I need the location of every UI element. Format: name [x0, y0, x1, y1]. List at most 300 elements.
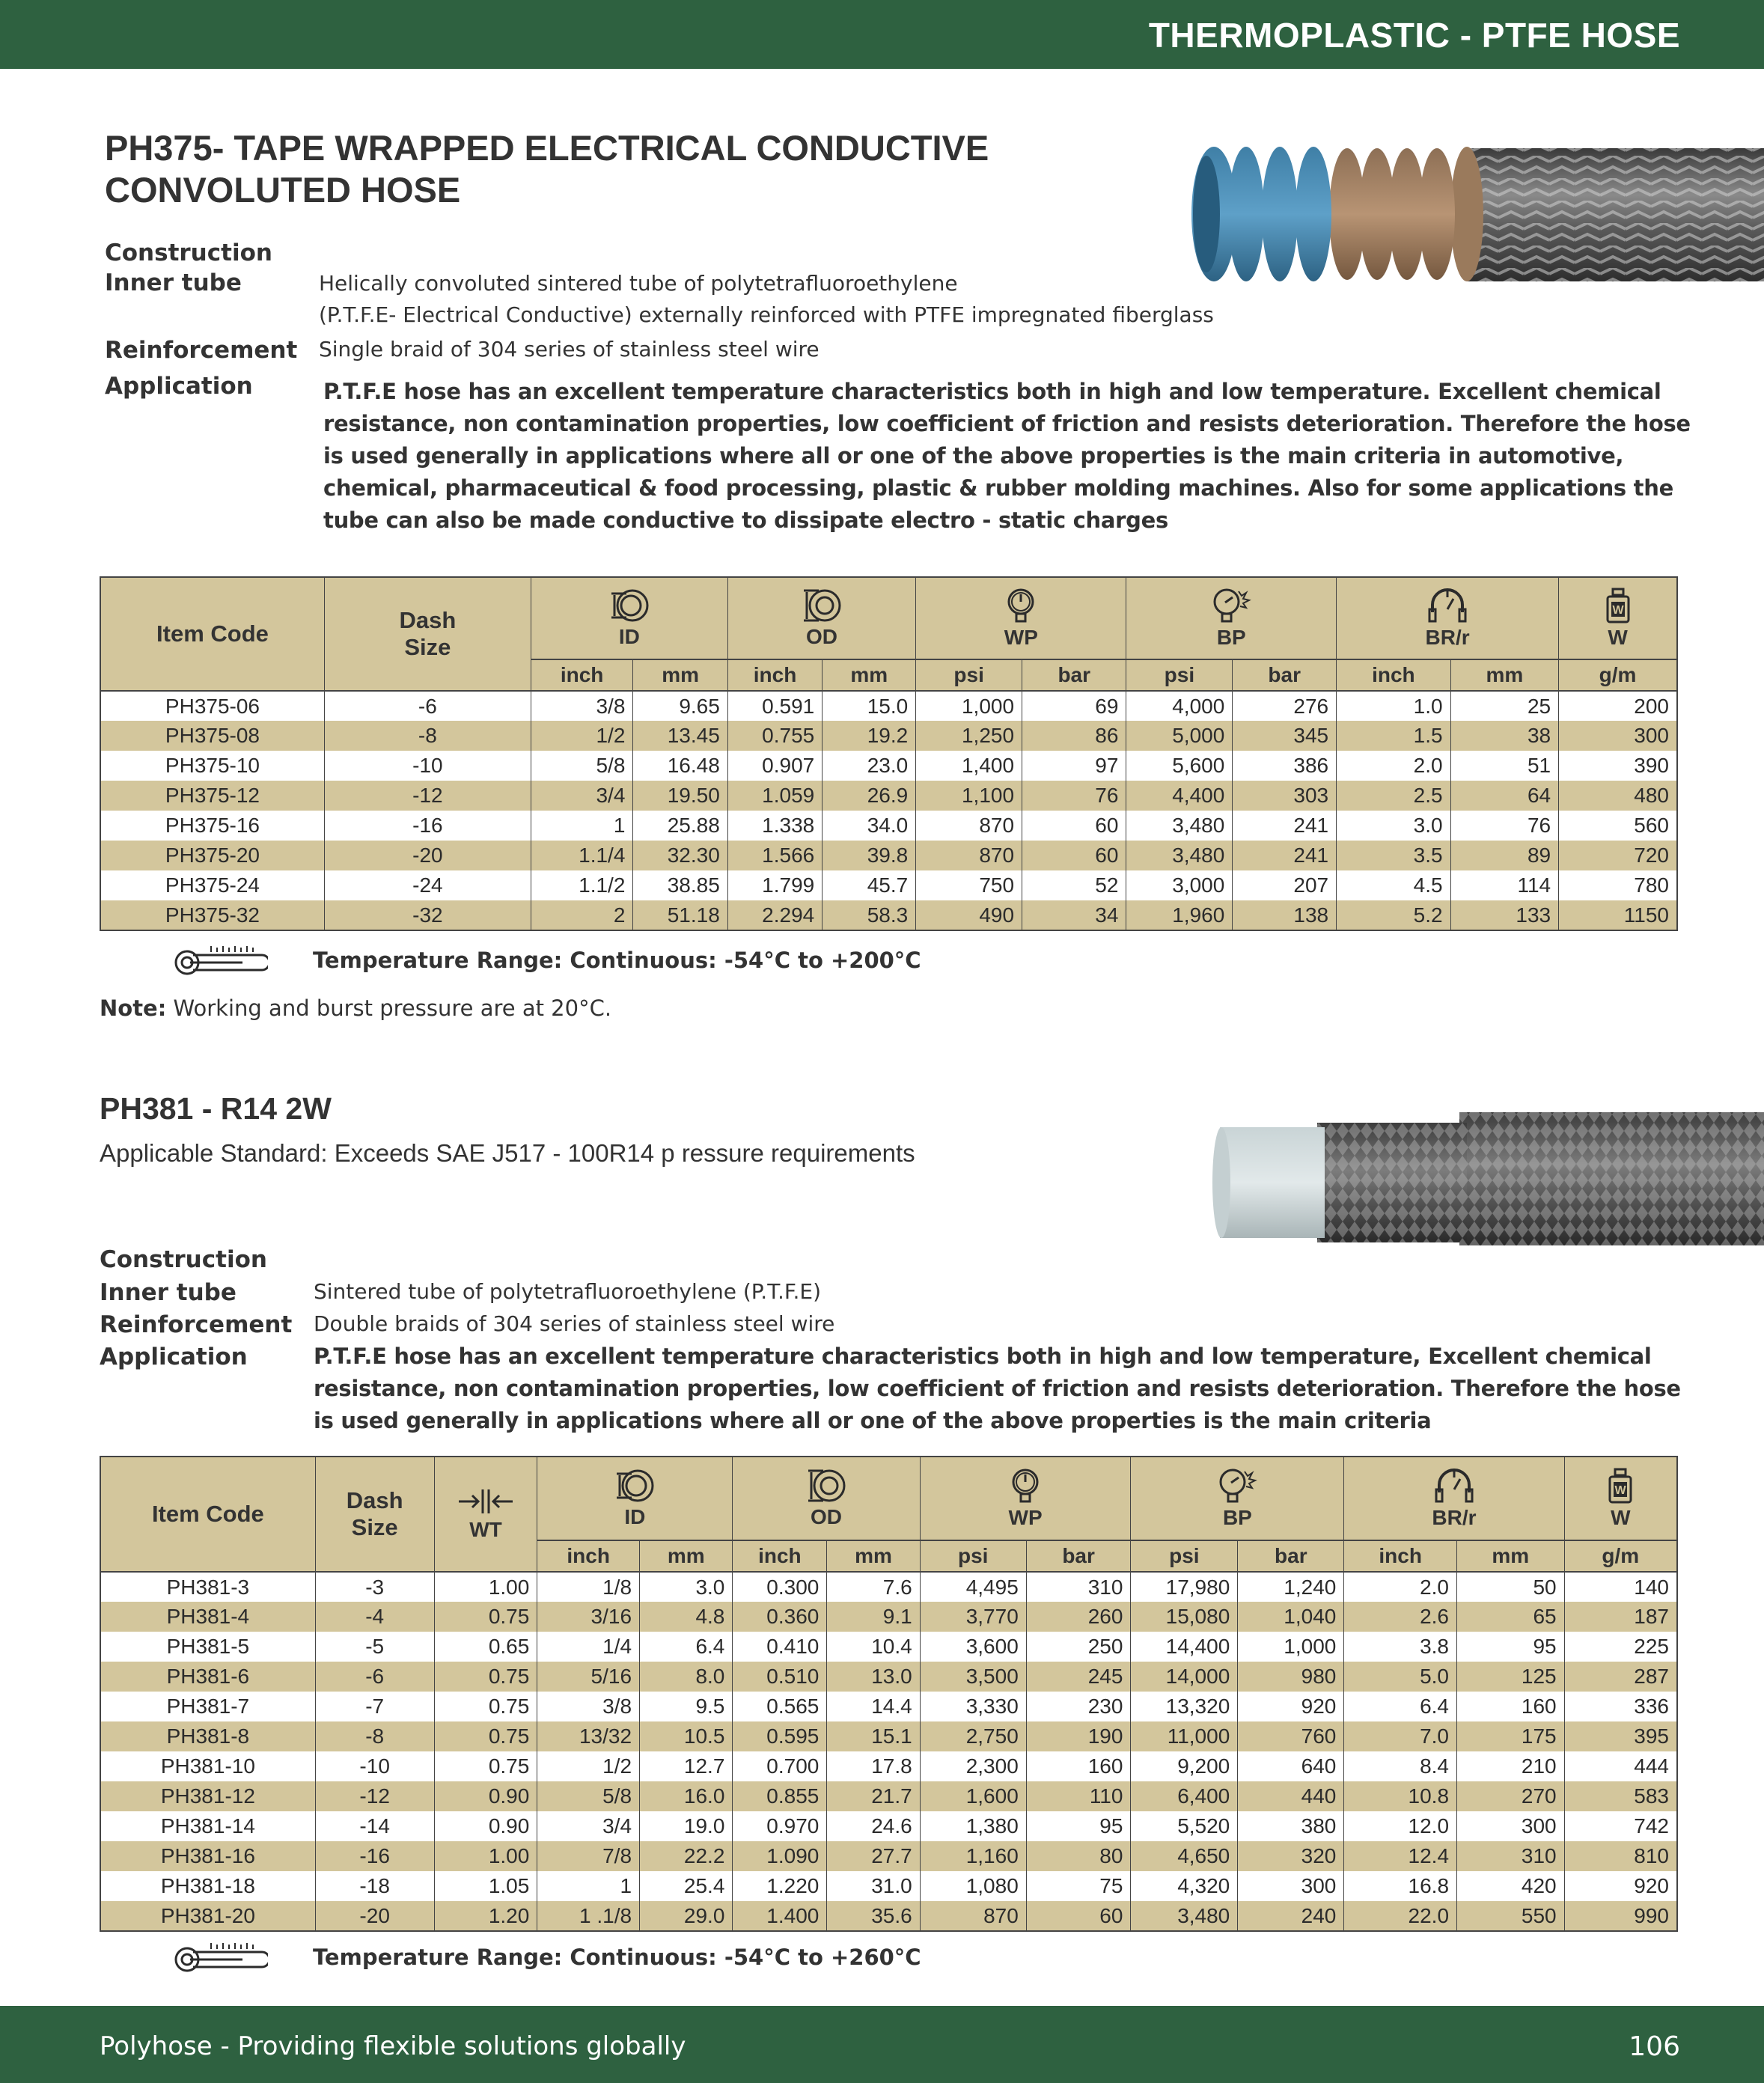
- unit-w-gm: g/m: [1559, 659, 1677, 691]
- table-cell: 240: [1238, 1901, 1344, 1931]
- table-cell: 26.9: [823, 781, 916, 811]
- table-cell: 38: [1450, 721, 1559, 751]
- weight-icon: [1603, 587, 1633, 624]
- table-cell: 1/2: [537, 1751, 640, 1781]
- table-cell: 51: [1450, 751, 1559, 781]
- table-cell: 19.2: [823, 721, 916, 751]
- table-cell: 1.566: [727, 841, 822, 870]
- table-cell: 60: [1022, 811, 1126, 841]
- table-cell: 1 .1/8: [537, 1901, 640, 1931]
- table-cell: 5/8: [531, 751, 633, 781]
- table-cell: 1150: [1559, 900, 1677, 930]
- table-cell: 16.48: [633, 751, 727, 781]
- table-cell: 133: [1450, 900, 1559, 930]
- table-cell: 345: [1233, 721, 1337, 751]
- table-cell: 1.5: [1337, 721, 1451, 751]
- unit-wp-bar: bar: [1026, 1540, 1131, 1572]
- ph381-temperature-range: [174, 1939, 921, 1976]
- table-cell: 160: [1457, 1692, 1565, 1721]
- table-cell: 870: [916, 811, 1022, 841]
- table-cell: 870: [920, 1901, 1026, 1931]
- table-cell: 27.7: [827, 1841, 920, 1871]
- table-cell: 386: [1233, 751, 1337, 781]
- table-cell: 69: [1022, 691, 1126, 721]
- item-code-cell: PH375-32: [100, 900, 324, 930]
- table-cell: 3,330: [920, 1692, 1026, 1721]
- table-cell: -7: [315, 1692, 434, 1721]
- table-cell: 0.565: [733, 1692, 827, 1721]
- table-cell: 5,000: [1126, 721, 1233, 751]
- item-code-cell: PH381-12: [100, 1781, 315, 1811]
- table-cell: -20: [315, 1901, 434, 1931]
- table-cell: 560: [1559, 811, 1677, 841]
- table-cell: 3,500: [920, 1662, 1026, 1692]
- table-cell: 4,650: [1131, 1841, 1238, 1871]
- table-cell: 1,250: [916, 721, 1022, 751]
- table-cell: 4,495: [920, 1572, 1026, 1602]
- table-cell: 38.85: [633, 870, 727, 900]
- table-cell: 9,200: [1131, 1751, 1238, 1781]
- inner-tube-line-2: (P.T.F.E- Electrical Conductive) externally reinforced with PTFE impregnated fiberglass: [319, 302, 1214, 327]
- table-cell: -16: [315, 1841, 434, 1871]
- construction-label: Construction: [105, 240, 272, 266]
- item-code-cell: PH381-20: [100, 1901, 315, 1931]
- application-line-1: P.T.F.E hose has an excellent temperature characteristics both in high and low temperature, Excellent chemical: [314, 1344, 1652, 1369]
- table-cell: 4,320: [1131, 1871, 1238, 1901]
- table-cell: 34: [1022, 900, 1126, 930]
- table-cell: 0.907: [727, 751, 822, 781]
- table-row: [100, 1632, 1677, 1662]
- table-cell: 1.090: [733, 1841, 827, 1871]
- svg-text:W: W: [1614, 1484, 1626, 1497]
- item-code-cell: PH381-16: [100, 1841, 315, 1871]
- table-cell: 2.0: [1337, 751, 1451, 781]
- table-cell: 780: [1559, 870, 1677, 900]
- footer-bar: [0, 2006, 1764, 2083]
- table-cell: 310: [1457, 1841, 1565, 1871]
- table-cell: 75: [1026, 1871, 1131, 1901]
- application-label: Application: [105, 373, 253, 400]
- table-cell: 1.400: [733, 1901, 827, 1931]
- table-cell: 0.90: [434, 1811, 537, 1841]
- table-cell: 8.4: [1344, 1751, 1457, 1781]
- col-dash-size: Dash Size: [315, 1457, 434, 1572]
- table-cell: -6: [315, 1662, 434, 1692]
- table-cell: 1.220: [733, 1871, 827, 1901]
- table-cell: 3,600: [920, 1632, 1026, 1662]
- unit-bp-bar: bar: [1233, 659, 1337, 691]
- table-cell: 920: [1238, 1692, 1344, 1721]
- item-code-cell: PH381-6: [100, 1662, 315, 1692]
- table-cell: 870: [916, 841, 1022, 870]
- application-line-2: resistance, non contamination properties, low coefficient of friction and resists deterioration. Therefore the hose: [323, 411, 1691, 436]
- table-cell: -32: [324, 900, 531, 930]
- table-cell: 138: [1233, 900, 1337, 930]
- table-cell: 3,000: [1126, 870, 1233, 900]
- table-cell: 10.5: [640, 1721, 733, 1751]
- table-cell: 490: [916, 900, 1022, 930]
- unit-id-mm: mm: [640, 1540, 733, 1572]
- table-cell: 5,520: [1131, 1811, 1238, 1841]
- table-cell: 0.970: [733, 1811, 827, 1841]
- table-cell: 720: [1559, 841, 1677, 870]
- table-cell: 1: [537, 1871, 640, 1901]
- item-code-cell: PH375-16: [100, 811, 324, 841]
- unit-bp-psi: psi: [1126, 659, 1233, 691]
- col-wp: WP: [916, 577, 1126, 659]
- unit-id-inch: inch: [537, 1540, 640, 1572]
- table-cell: 1,240: [1238, 1572, 1344, 1602]
- unit-od-inch: inch: [727, 659, 822, 691]
- title-line-1: PH375- TAPE WRAPPED ELECTRICAL CONDUCTIVE: [105, 128, 989, 168]
- ph375-table-body: [100, 691, 1677, 930]
- table-cell: -10: [324, 751, 531, 781]
- table-cell: 583: [1564, 1781, 1677, 1811]
- table-cell: 86: [1022, 721, 1126, 751]
- table-cell: 0.90: [434, 1781, 537, 1811]
- table-cell: 3.0: [1337, 811, 1451, 841]
- unit-od-mm: mm: [827, 1540, 920, 1572]
- table-cell: 187: [1564, 1602, 1677, 1632]
- table-cell: 300: [1457, 1811, 1565, 1841]
- table-cell: 10.8: [1344, 1781, 1457, 1811]
- table-cell: 2.0: [1344, 1572, 1457, 1602]
- table-cell: 17,980: [1131, 1572, 1238, 1602]
- table-cell: 10.4: [827, 1632, 920, 1662]
- burst-gauge-icon: [1215, 1467, 1260, 1504]
- table-cell: 1/2: [531, 721, 633, 751]
- table-cell: 210: [1457, 1751, 1565, 1781]
- table-cell: 140: [1564, 1572, 1677, 1602]
- table-row: [100, 691, 1677, 721]
- col-od: OD: [727, 577, 915, 659]
- table-cell: 114: [1450, 870, 1559, 900]
- table-cell: -12: [324, 781, 531, 811]
- table-cell: 13/32: [537, 1721, 640, 1751]
- table-cell: 3,480: [1126, 811, 1233, 841]
- table-cell: 6.4: [640, 1632, 733, 1662]
- application-line-3: is used generally in applications where all or one of the above properties is the main criteria in automotive,: [323, 443, 1624, 469]
- bend-radius-icon: [1425, 587, 1470, 624]
- table-cell: 12.7: [640, 1751, 733, 1781]
- table-cell: 207: [1233, 870, 1337, 900]
- table-cell: 95: [1457, 1632, 1565, 1662]
- table-cell: 2: [531, 900, 633, 930]
- table-cell: 300: [1559, 721, 1677, 751]
- table-cell: 245: [1026, 1662, 1131, 1692]
- application-label: Application: [100, 1344, 248, 1370]
- page-number: 106: [1629, 2031, 1680, 2062]
- inner-diameter-icon: [607, 588, 652, 623]
- table-cell: 1.1/2: [531, 870, 633, 900]
- table-cell: -5: [315, 1632, 434, 1662]
- table-cell: 0.65: [434, 1632, 537, 1662]
- table-cell: 9.65: [633, 691, 727, 721]
- table-cell: 5.0: [1344, 1662, 1457, 1692]
- table-cell: 440: [1238, 1781, 1344, 1811]
- table-cell: 3/8: [537, 1692, 640, 1721]
- table-cell: 39.8: [823, 841, 916, 870]
- table-cell: 3/16: [537, 1602, 640, 1632]
- unit-w-gm: g/m: [1564, 1540, 1677, 1572]
- item-code-cell: PH375-08: [100, 721, 324, 751]
- col-w: W W: [1564, 1457, 1677, 1540]
- table-cell: -10: [315, 1751, 434, 1781]
- table-cell: 420: [1457, 1871, 1565, 1901]
- col-od: OD: [733, 1457, 920, 1540]
- table-cell: 276: [1233, 691, 1337, 721]
- table-cell: -16: [324, 811, 531, 841]
- table-cell: 2.5: [1337, 781, 1451, 811]
- ph381-table-body: [100, 1572, 1677, 1931]
- item-code-cell: PH381-14: [100, 1811, 315, 1841]
- col-w: W W: [1559, 577, 1677, 659]
- table-cell: 7/8: [537, 1841, 640, 1871]
- table-cell: 97: [1022, 751, 1126, 781]
- table-cell: 270: [1457, 1781, 1565, 1811]
- outer-diameter-icon: [799, 588, 844, 623]
- table-cell: 14,400: [1131, 1632, 1238, 1662]
- table-cell: 24.6: [827, 1811, 920, 1841]
- table-cell: 190: [1026, 1721, 1131, 1751]
- table-cell: -20: [324, 841, 531, 870]
- table-cell: 250: [1026, 1632, 1131, 1662]
- table-cell: 390: [1559, 751, 1677, 781]
- table-cell: 16.8: [1344, 1871, 1457, 1901]
- table-cell: 14.4: [827, 1692, 920, 1721]
- table-cell: 3/4: [531, 781, 633, 811]
- table-cell: 160: [1026, 1751, 1131, 1781]
- table-cell: 175: [1457, 1721, 1565, 1751]
- table-cell: 5/16: [537, 1662, 640, 1692]
- table-cell: 241: [1233, 841, 1337, 870]
- table-row: [100, 900, 1677, 930]
- table-cell: 0.595: [733, 1721, 827, 1751]
- table-cell: 0.75: [434, 1751, 537, 1781]
- table-cell: 920: [1564, 1871, 1677, 1901]
- table-cell: 25.88: [633, 811, 727, 841]
- table-cell: 320: [1238, 1841, 1344, 1871]
- table-cell: 1,380: [920, 1811, 1026, 1841]
- table-cell: 17.8: [827, 1751, 920, 1781]
- col-id: ID: [531, 577, 727, 659]
- table-cell: 16.0: [640, 1781, 733, 1811]
- product-title-ph375: [105, 127, 989, 211]
- table-cell: 31.0: [827, 1871, 920, 1901]
- ph381-spec-table: [100, 1456, 1678, 1932]
- inner-tube-label: Inner tube: [105, 269, 242, 296]
- item-code-cell: PH375-20: [100, 841, 324, 870]
- table-cell: 1.338: [727, 811, 822, 841]
- table-cell: 303: [1233, 781, 1337, 811]
- item-code-cell: PH381-4: [100, 1602, 315, 1632]
- table-cell: 2.294: [727, 900, 822, 930]
- table-cell: 810: [1564, 1841, 1677, 1871]
- table-cell: 760: [1238, 1721, 1344, 1751]
- table-cell: 89: [1450, 841, 1559, 870]
- col-br: BR/r: [1344, 1457, 1564, 1540]
- item-code-cell: PH375-24: [100, 870, 324, 900]
- inner-tube-line-1: Helically convoluted sintered tube of polytetrafluoroethylene: [319, 271, 958, 296]
- unit-wp-psi: psi: [920, 1540, 1026, 1572]
- table-cell: 14,000: [1131, 1662, 1238, 1692]
- application-line-2: resistance, non contamination properties, low coefficient of friction and resists deterioration. Therefore the hose: [314, 1376, 1681, 1401]
- unit-br-mm: mm: [1457, 1540, 1565, 1572]
- table-cell: 64: [1450, 781, 1559, 811]
- table-cell: 125: [1457, 1662, 1565, 1692]
- table-cell: 4,400: [1126, 781, 1233, 811]
- weight-icon: [1605, 1467, 1635, 1504]
- unit-br-inch: inch: [1337, 659, 1451, 691]
- footer-tagline: Polyhose - Providing flexible solutions globally: [100, 2031, 686, 2061]
- table-cell: 4,000: [1126, 691, 1233, 721]
- outer-diameter-icon: [804, 1468, 849, 1504]
- unit-id-inch: inch: [531, 659, 633, 691]
- svg-text:W: W: [1612, 604, 1624, 617]
- thermometer-icon: [174, 1939, 268, 1976]
- unit-wp-psi: psi: [916, 659, 1022, 691]
- table-cell: -18: [315, 1871, 434, 1901]
- table-cell: 2,300: [920, 1751, 1026, 1781]
- table-cell: 35.6: [827, 1901, 920, 1931]
- reinforcement-value: Single braid of 304 series of stainless steel wire: [319, 337, 820, 362]
- table-row: [100, 1721, 1677, 1751]
- table-cell: 8.0: [640, 1662, 733, 1692]
- table-cell: 12.0: [1344, 1811, 1457, 1841]
- table-cell: 241: [1233, 811, 1337, 841]
- table-cell: 76: [1022, 781, 1126, 811]
- table-cell: 1: [531, 811, 633, 841]
- note-text: Working and burst pressure are at 20°C.: [166, 995, 612, 1021]
- table-cell: 0.360: [733, 1602, 827, 1632]
- table-cell: 5,600: [1126, 751, 1233, 781]
- table-cell: 1.00: [434, 1572, 537, 1602]
- table-cell: 15.1: [827, 1721, 920, 1751]
- table-cell: 1,960: [1126, 900, 1233, 930]
- table-cell: 22.0: [1344, 1901, 1457, 1931]
- table-cell: 60: [1022, 841, 1126, 870]
- table-cell: 12.4: [1344, 1841, 1457, 1871]
- table-row: [100, 1811, 1677, 1841]
- table-cell: 15.0: [823, 691, 916, 721]
- table-cell: 0.75: [434, 1721, 537, 1751]
- table-cell: 95: [1026, 1811, 1131, 1841]
- table-cell: 0.510: [733, 1662, 827, 1692]
- table-cell: 990: [1564, 1901, 1677, 1931]
- table-cell: -24: [324, 870, 531, 900]
- unit-br-inch: inch: [1344, 1540, 1457, 1572]
- table-cell: 380: [1238, 1811, 1344, 1841]
- table-cell: 25.4: [640, 1871, 733, 1901]
- table-cell: 1.1/4: [531, 841, 633, 870]
- unit-od-mm: mm: [823, 659, 916, 691]
- application-line-4: chemical, pharmaceutical & food processing, plastic & rubber molding machines. Also for some applications the: [323, 475, 1673, 501]
- table-cell: 45.7: [823, 870, 916, 900]
- table-cell: 1,000: [1238, 1632, 1344, 1662]
- table-cell: 1,000: [916, 691, 1022, 721]
- table-cell: 0.591: [727, 691, 822, 721]
- table-cell: 0.75: [434, 1662, 537, 1692]
- table-cell: 3,480: [1126, 841, 1233, 870]
- table-row: [100, 1751, 1677, 1781]
- table-cell: 4.8: [640, 1602, 733, 1632]
- table-cell: -14: [315, 1811, 434, 1841]
- inner-tube-label: Inner tube: [100, 1279, 236, 1306]
- ph381-hose-image: [1205, 1106, 1764, 1248]
- table-cell: 23.0: [823, 751, 916, 781]
- table-cell: 1,100: [916, 781, 1022, 811]
- table-cell: -6: [324, 691, 531, 721]
- table-row: [100, 811, 1677, 841]
- table-cell: 13,320: [1131, 1692, 1238, 1721]
- table-cell: 3.0: [640, 1572, 733, 1602]
- table-cell: 1.059: [727, 781, 822, 811]
- table-cell: 5.2: [1337, 900, 1451, 930]
- table-cell: 336: [1564, 1692, 1677, 1721]
- item-code-cell: PH375-10: [100, 751, 324, 781]
- table-cell: 9.5: [640, 1692, 733, 1721]
- col-wt: WT: [434, 1457, 537, 1572]
- unit-od-inch: inch: [733, 1540, 827, 1572]
- table-cell: 25: [1450, 691, 1559, 721]
- table-cell: 640: [1238, 1751, 1344, 1781]
- table-row: [100, 781, 1677, 811]
- table-cell: 3,770: [920, 1602, 1026, 1632]
- product-title-ph381: PH381 - R14 2W: [100, 1091, 332, 1126]
- table-cell: 980: [1238, 1662, 1344, 1692]
- table-row: [100, 1841, 1677, 1871]
- application-line-1: P.T.F.E hose has an excellent temperature characteristics both in high and low temperature. Excellent chemical: [323, 379, 1661, 404]
- table-cell: 11,000: [1131, 1721, 1238, 1751]
- ph381-construction: [100, 1245, 1681, 1439]
- table-cell: 9.1: [827, 1602, 920, 1632]
- item-code-cell: PH381-3: [100, 1572, 315, 1602]
- table-cell: 3.5: [1337, 841, 1451, 870]
- col-bp: BP: [1126, 577, 1337, 659]
- unit-id-mm: mm: [633, 659, 727, 691]
- item-code-cell: PH381-18: [100, 1871, 315, 1901]
- wall-thickness-icon: [456, 1486, 516, 1516]
- table-cell: -4: [315, 1602, 434, 1632]
- table-cell: 395: [1564, 1721, 1677, 1751]
- table-row: [100, 751, 1677, 781]
- unit-wp-bar: bar: [1022, 659, 1126, 691]
- table-cell: 3/4: [537, 1811, 640, 1841]
- reinforcement-label: Reinforcement: [105, 337, 298, 364]
- table-row: [100, 1602, 1677, 1632]
- table-cell: 225: [1564, 1632, 1677, 1662]
- table-cell: 480: [1559, 781, 1677, 811]
- table-cell: 13.45: [633, 721, 727, 751]
- table-cell: 1/8: [537, 1572, 640, 1602]
- table-cell: 19.50: [633, 781, 727, 811]
- table-cell: 80: [1026, 1841, 1131, 1871]
- table-cell: 76: [1450, 811, 1559, 841]
- application-line-3: is used generally in applications where all or one of the above properties is the main criteria: [314, 1408, 1432, 1433]
- ph375-spec-table: [100, 576, 1678, 931]
- title-line-2: CONVOLUTED HOSE: [105, 170, 461, 210]
- table-cell: 1.20: [434, 1901, 537, 1931]
- inner-diameter-icon: [612, 1468, 657, 1504]
- temperature-text: Temperature Range: Continuous: -54°C to +260°C: [313, 1945, 921, 1970]
- col-bp: BP: [1131, 1457, 1344, 1540]
- item-code-cell: PH381-10: [100, 1751, 315, 1781]
- note-label: Note:: [100, 995, 167, 1021]
- table-cell: 1,600: [920, 1781, 1026, 1811]
- table-cell: 13.0: [827, 1662, 920, 1692]
- table-cell: 310: [1026, 1572, 1131, 1602]
- table-cell: 19.0: [640, 1811, 733, 1841]
